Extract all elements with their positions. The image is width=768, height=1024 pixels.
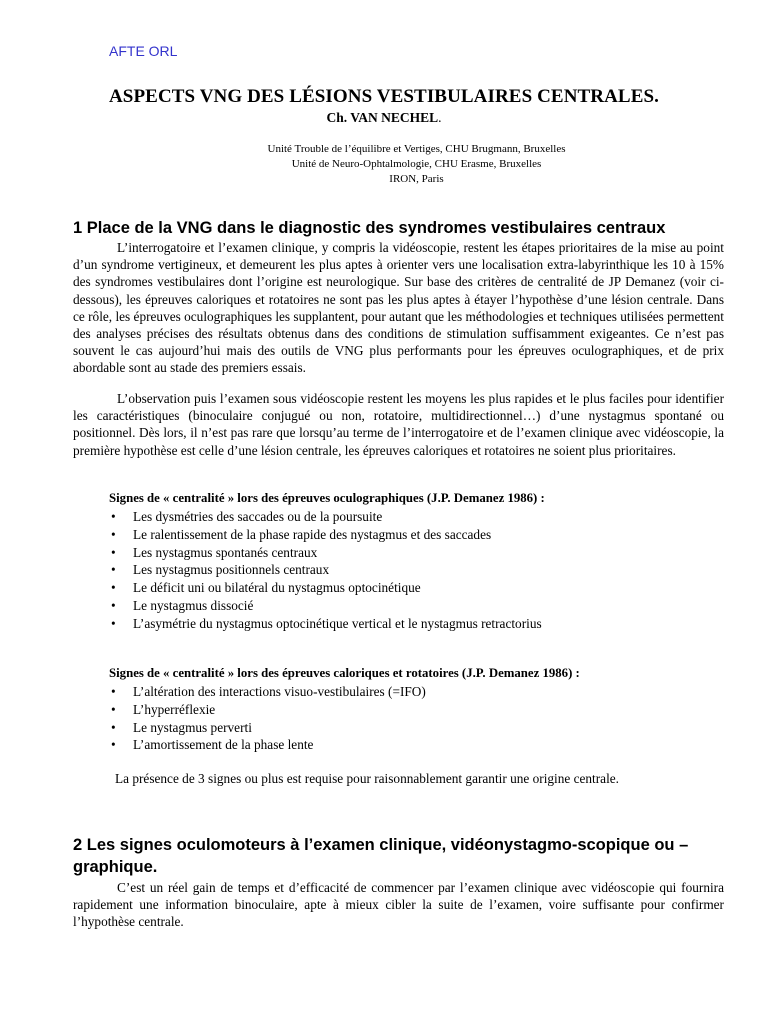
oculographic-signs-title: Signes de « centralité » lors des épreuves oculographiques (J.P. Demanez 1986) : bbox=[109, 491, 545, 505]
section-2-paragraph: C’est un réel gain de temps et d’efficacité de commencer par l’examen clinique avec vidéoscopie qui fournira rapidement une information binoculaire, apte à mieux cibler la suite de l’examen, voire suffisante pour confirmer l’hypothèse centrale. bbox=[73, 880, 724, 930]
bullet-icon: • bbox=[111, 684, 116, 699]
caloric-signs-title: Signes de « centralité » lors des épreuves caloriques et rotatoires (J.P. Demanez 1986) : bbox=[109, 666, 580, 680]
section-1-paragraph-1: L’interrogatoire et l’examen clinique, y compris la vidéoscopie, restent les étapes prioritaires de la mise au point d’un syndrome vertigineux, et demeurent les plus aptes à orienter vers une localisation extra-labyrinthique les 10 à 15% des syndromes vestibulaires dont l’origine est neurologique. Sur base des critères de centralité de JP Demanez (voir ci-dessous), les épreuves caloriques et rotatoires ne sont pas les plus aptes à étayer l’hypothèse d’une lésion centrale. Dans ce rôle, les épreuves oculographiques les supplantent, pour autant que les méthodologies et techniques utilisées permettent des analyses précises des résultats obtenus dans des conditions de stimulation suffisamment exigeantes. Ce n’est pas souvent le cas aujourd’hui mais des outils de VNG plus performants pour les épreuves oculographiques, et de prix abordable sont au stade des premiers essais. bbox=[73, 240, 724, 376]
author-name: Ch. VAN NECHEL bbox=[326, 110, 439, 125]
oculographic-signs-list bbox=[109, 508, 542, 633]
bullet-icon: • bbox=[111, 509, 116, 524]
list-item: • Les nystagmus spontanés centraux bbox=[111, 544, 318, 560]
header-label: AFTE ORL bbox=[109, 43, 178, 59]
document-author: Ch. VAN NECHEL. bbox=[326, 110, 442, 125]
bullet-icon: • bbox=[111, 701, 116, 717]
bullet-icon: • bbox=[111, 580, 116, 596]
bullet-icon: • bbox=[111, 719, 116, 735]
caloric-signs-list bbox=[109, 683, 426, 754]
section-1-heading: 1 Place de la VNG dans le diagnostic des syndromes vestibulaires centraux bbox=[73, 219, 666, 237]
affiliation-line: IRON, Paris bbox=[389, 173, 444, 185]
bullet-icon: • bbox=[111, 562, 116, 578]
list-item: • L’altération des interactions visuo-vestibulaires (=IFO) bbox=[111, 684, 426, 699]
list-item: • Le ralentissement de la phase rapide des nystagmus et des saccades bbox=[111, 526, 492, 542]
document-title: ASPECTS VNG DES LÉSIONS VESTIBULAIRES CENTRALES. bbox=[108, 86, 659, 107]
section-2-heading: 2 Les signes oculomoteurs à l’examen clinique, vidéonystagmo-scopique ou –graphique. bbox=[73, 836, 689, 876]
list-item: • Le nystagmus perverti bbox=[111, 719, 252, 735]
bullet-icon: • bbox=[111, 737, 116, 753]
list-item: • Le nystagmus dissocié bbox=[111, 597, 254, 613]
centrality-note: La présence de 3 signes ou plus est requise pour raisonnablement garantir une origine centrale. bbox=[115, 771, 619, 786]
list-item: • L’asymétrie du nystagmus optocinétique vertical et le nystagmus retractorius bbox=[111, 615, 542, 631]
affiliation-line: Unité Trouble de l’équilibre et Vertiges, CHU Brugmann, Bruxelles bbox=[267, 143, 566, 155]
bullet-icon: • bbox=[111, 615, 116, 631]
list-item: • L’amortissement de la phase lente bbox=[111, 737, 314, 753]
section-1-paragraph-2: L’observation puis l’examen sous vidéoscopie restent les moyens les plus rapides et le plus faciles pour identifier les caractéristiques (binoculaire conjugué ou non, rotatoire, multidirectionnel…) d’une nystagmus spontané ou positionnel. Dès lors, il n’est pas rare que lorsqu’au terme de l’interrogatoire et de l’examen clinique avec vidéoscopie, la première hypothèse est celle d’une lésion centrale, les épreuves caloriques et rotatoires ne soient plus prioritaires. bbox=[73, 391, 724, 458]
bullet-icon: • bbox=[111, 544, 116, 560]
bullet-icon: • bbox=[111, 526, 116, 542]
affiliation-line: Unité de Neuro-Ophtalmologie, CHU Erasme, Bruxelles bbox=[291, 158, 542, 170]
list-item: • Les nystagmus positionnels centraux bbox=[111, 562, 330, 578]
list-item: • Le déficit uni ou bilatéral du nystagmus optocinétique bbox=[111, 580, 421, 596]
bullet-icon: • bbox=[111, 597, 116, 613]
list-item: • L’hyperréflexie bbox=[111, 701, 216, 717]
list-item: • Les dysmétries des saccades ou de la poursuite bbox=[111, 509, 383, 524]
